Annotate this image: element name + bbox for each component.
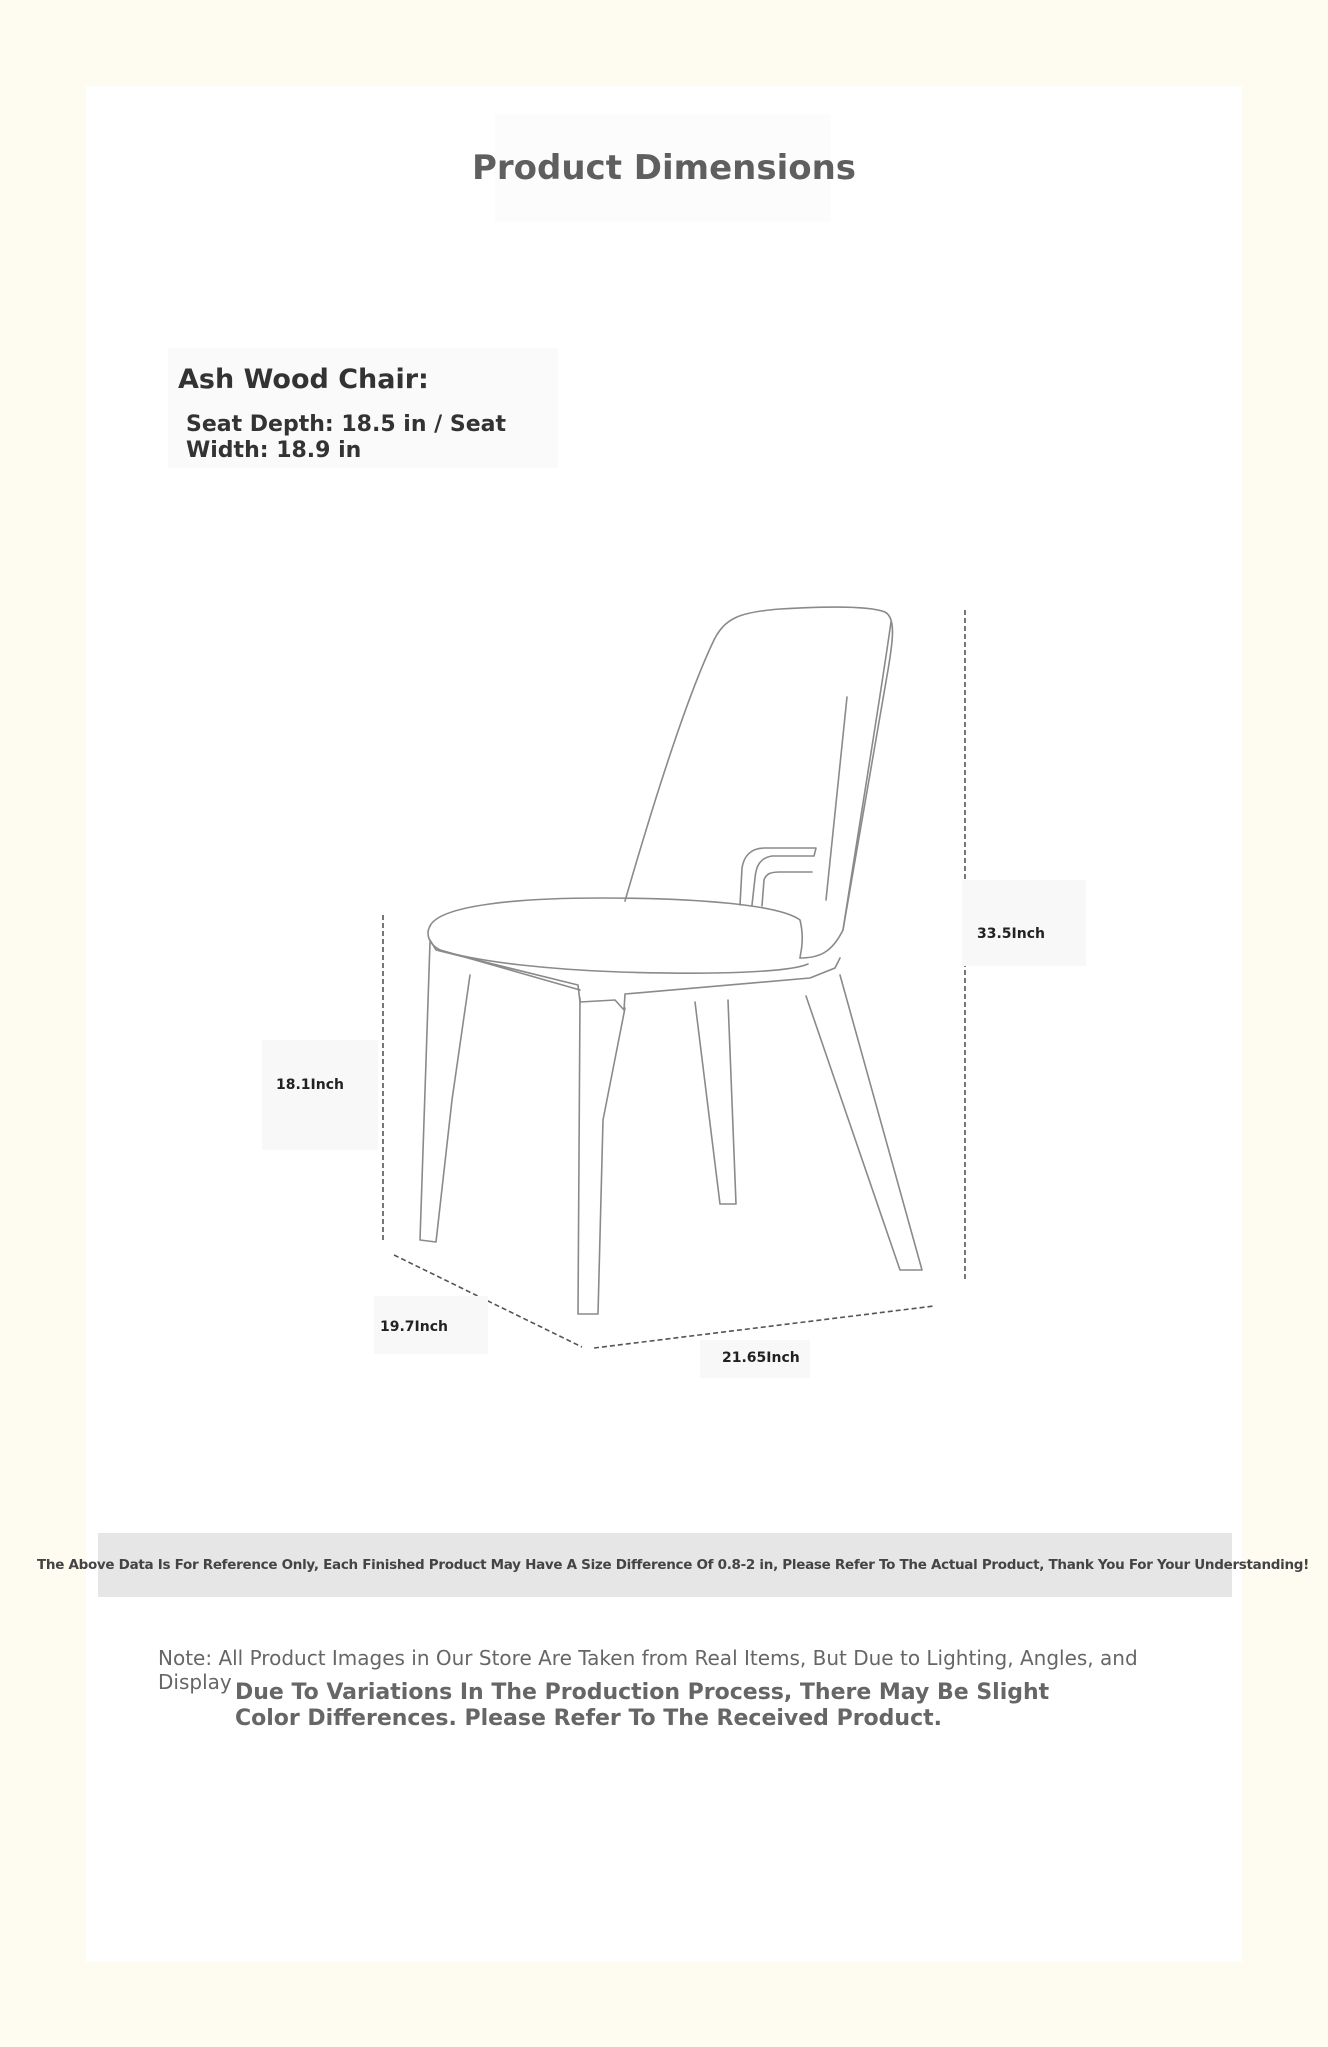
chair-leg-front-center bbox=[578, 998, 625, 1314]
product-name: Ash Wood Chair: bbox=[178, 364, 429, 395]
note-line-1: Note: All Product Images in Our Store Are Taken from Real Items, But Due to Lighting, Angles, and Display bbox=[158, 1646, 1138, 1694]
chair-seat-front bbox=[428, 926, 808, 973]
chair-arm-inner bbox=[762, 872, 812, 906]
chair-seat-top bbox=[430, 898, 802, 958]
note-line-2: Due To Variations In The Production Process, There May Be Slight Color Differences. Please Refer To The Received Product. bbox=[235, 1680, 1050, 1731]
disclaimer-banner bbox=[36, 1533, 1310, 1597]
height-label: 33.5Inch bbox=[977, 926, 1045, 942]
chair-leg-back-center bbox=[695, 1000, 736, 1204]
chair-leg-front-left bbox=[420, 942, 470, 1242]
chair-backrest bbox=[625, 607, 893, 958]
seat-height-label: 18.1Inch bbox=[276, 1077, 344, 1093]
chair-back-slat bbox=[826, 697, 847, 900]
height-label-background bbox=[962, 880, 1086, 966]
seat-size-text: Seat Depth: 18.5 in / Seat Width: 18.9 in bbox=[186, 412, 506, 463]
chair-seat-frame bbox=[430, 940, 840, 1010]
disclaimer-text: The Above Data Is For Reference Only, Each Finished Product May Have A Size Difference Of 0.8-2 in, Please Refer To The Actual Product, Thank You For Your Understanding! bbox=[36, 1557, 1310, 1573]
chair-backrest-inner bbox=[843, 622, 891, 930]
width-label: 21.65Inch bbox=[722, 1350, 800, 1366]
depth-label: 19.7Inch bbox=[380, 1319, 448, 1335]
chair-seat-frame-lower bbox=[440, 950, 580, 990]
page-title: Product Dimensions bbox=[471, 148, 857, 188]
seat-height-label-background bbox=[262, 1040, 378, 1150]
chair-leg-back-right bbox=[806, 975, 922, 1270]
chair-arm bbox=[740, 848, 816, 905]
